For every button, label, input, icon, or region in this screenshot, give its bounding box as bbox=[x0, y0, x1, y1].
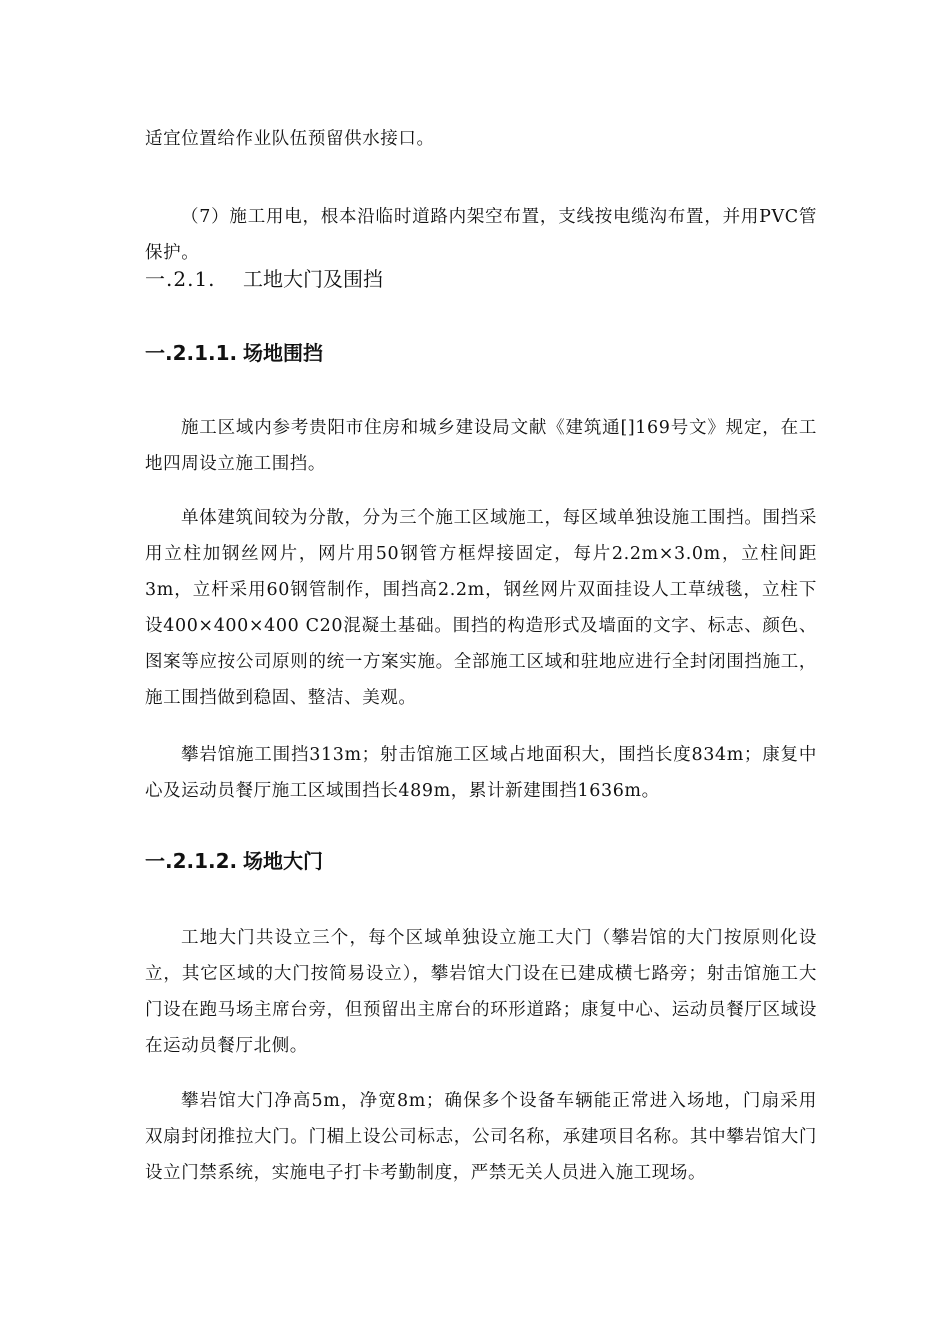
subsection-number: 一.2.1.1. bbox=[145, 341, 238, 365]
paragraph-gate-spec: 攀岩馆大门净高5m，净宽8m；确保多个设备车辆能正常进入场地，门扇采用双扇封闭推拉大门。门楣上设公司标志，公司名称，承建项目名称。其中攀岩馆大门设立门禁系统，实施电子打卡考勤制度，严禁无关人员进入施工现场。 bbox=[145, 1091, 817, 1183]
paragraph-fence-length: 攀岩馆施工围挡313m；射击馆施工区域占地面积大，围挡长度834m；康复中心及运动员餐厅施工区域围挡长489m，累计新建围挡1636m。 bbox=[145, 745, 817, 801]
subsection-heading-site-gate bbox=[145, 845, 323, 877]
subsection-number: 一.2.1.2. bbox=[145, 849, 238, 873]
subsection-title: 场地大门 bbox=[243, 849, 323, 873]
section-number: 一.2.1. bbox=[145, 267, 216, 291]
subsection-title: 场地围挡 bbox=[243, 341, 323, 365]
section-heading-gate-and-fence bbox=[145, 263, 383, 295]
paragraph-gate-layout: 工地大门共设立三个，每个区域单独设立施工大门（攀岩馆的大门按原则化设立，其它区域的大门按简易设立），攀岩馆大门设在已建成横七路旁；射击馆施工大门设在跑马场主席台旁，但预留出主席台的环形道路；康复中心、运动员餐厅区域设在运动员餐厅北侧。 bbox=[145, 928, 817, 1056]
paragraph-fence-basis: 施工区域内参考贵阳市住房和城乡建设局文献《建筑通[]169号文》规定，在工地四周设立施工围挡。 bbox=[145, 418, 817, 474]
subsection-heading-site-fence bbox=[145, 337, 323, 369]
section-title: 工地大门及围挡 bbox=[243, 267, 383, 291]
paragraph-fence-detail: 单体建筑间较为分散，分为三个施工区域施工，每区域单独设施工围挡。围挡采用立柱加钢丝网片，网片用50钢管方框焊接固定，每片2.2m×3.0m，立柱间距3m，立杆采用60钢管制作，围挡高2.2m，钢丝网片双面挂设人工草绒毯，立柱下设400×400×400 C20混凝土基础。围挡的构造形式及墙面的文字、标志、颜色、图案等应按公司原则的统一方案实施。全部施工区域和驻地应进行全封闭围挡施工，施工围挡做到稳固、整洁、美观。 bbox=[145, 508, 817, 708]
paragraph-construction-power: （7）施工用电，根本沿临时道路内架空布置，支线按电缆沟布置，并用PVC管保护。 bbox=[145, 207, 817, 263]
paragraph-water-supply-continued: 适宜位置给作业队伍预留供水接口。 bbox=[145, 129, 435, 149]
